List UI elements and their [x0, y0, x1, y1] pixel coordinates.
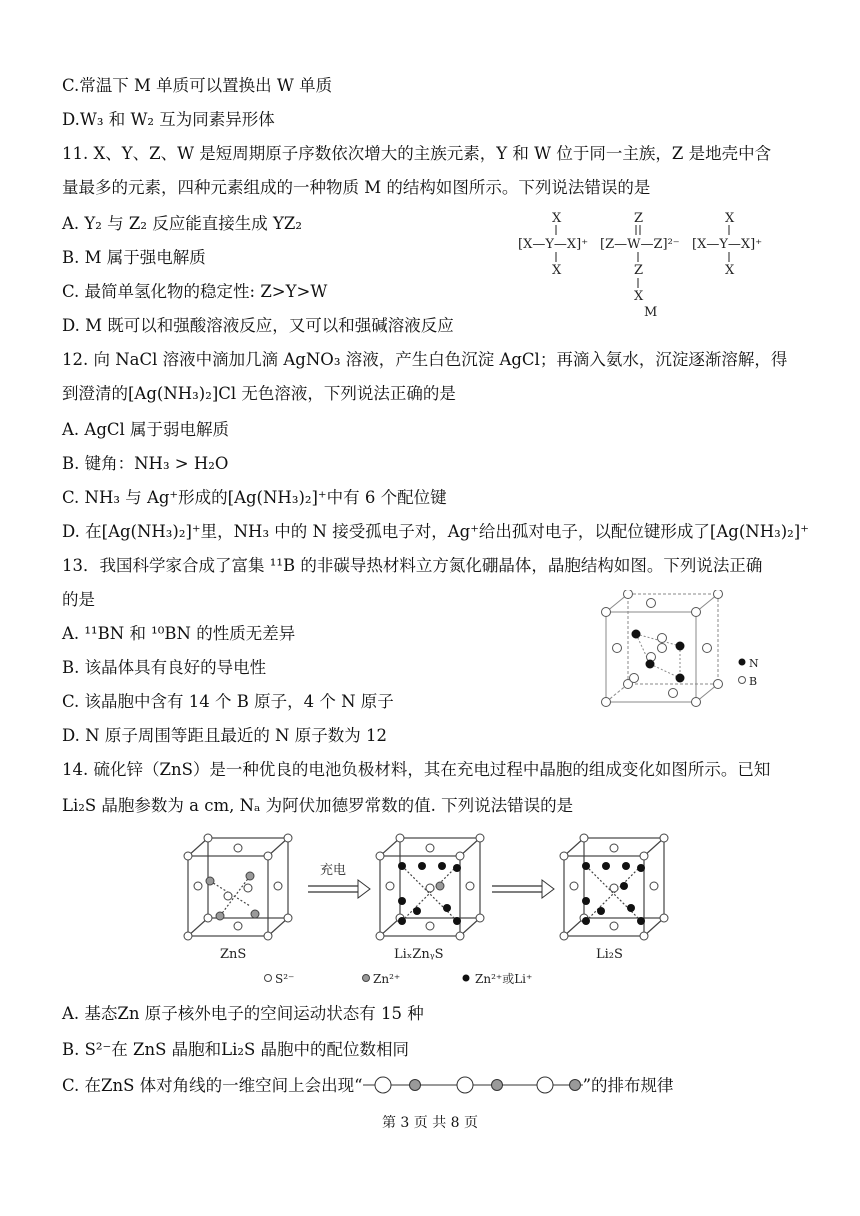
q11-option-c: C. 最简单氢化物的稳定性: Z>Y>W	[62, 282, 328, 301]
q12-option-c: C. NH₃ 与 Ag⁺形成的[Ag(NH₃)₂]⁺中有 6 个配位键	[62, 488, 447, 507]
option-line: C.常温下 M 单质可以置换出 W 单质	[62, 76, 333, 95]
legend-b-label: B	[749, 675, 758, 688]
compound-label: M	[644, 305, 658, 320]
q12-option-a: A. AgCl 属于弱电解质	[62, 420, 230, 439]
q13-option-b: B. 该晶体具有良好的导电性	[62, 658, 267, 677]
q13-option-c: C. 该晶胞中含有 14 个 B 原子，4 个 N 原子	[62, 692, 394, 711]
question-13-stem: 13．我国科学家合成了富集 ¹¹B 的非碳导热材料立方氮化硼晶体，晶胞结构如图。下列说法正确	[62, 556, 763, 575]
q11-option-d: D. M 既可以和强酸溶液反应，又可以和强碱溶液反应	[62, 316, 454, 335]
q14-option-b: B. S²⁻在 ZnS 晶胞和Li₂S 晶胞中的配位数相同	[62, 1040, 410, 1059]
atom-label: Z	[634, 263, 644, 278]
bn-unit-cell-figure	[598, 590, 778, 712]
atom-label: X	[634, 289, 644, 304]
q11-option-b: B. M 属于强电解质	[62, 248, 206, 267]
q14-option-c-prefix: C. 在ZnS 体对角线的一维空间上会出现“	[62, 1076, 363, 1095]
atom-label: X	[552, 211, 562, 226]
ion-label: [X—Y—X]⁺	[692, 237, 763, 252]
cell-label-lixznys: LiₓZnᵧS	[394, 947, 444, 962]
q12-option-d: D. 在[Ag(NH₃)₂]⁺里，NH₃ 中的 N 接受孤电子对，Ag⁺给出孤对电子，以配位键形成了[Ag(NH₃)₂]⁺	[62, 522, 809, 541]
question-14-stem: Li₂S 晶胞参数为 a cm, Nₐ 为阿伏加德罗常数的值. 下列说法错误的是	[62, 796, 574, 815]
q14-option-c	[62, 1075, 674, 1097]
zns-charging-figure	[180, 826, 690, 988]
atom-label: X	[552, 263, 562, 278]
q11-option-a: A. Y₂ 与 Z₂ 反应能直接生成 YZ₂	[62, 214, 302, 233]
cell-label-zns: ZnS	[220, 947, 247, 962]
q13-option-a: A. ¹¹BN 和 ¹⁰BN 的性质无差异	[62, 624, 296, 643]
cell-label-li2s: Li₂S	[596, 947, 623, 962]
structure-m-figure	[512, 208, 782, 320]
q12-option-b: B. 键角：NH₃ > H₂O	[62, 454, 229, 473]
q14-option-c-suffix: ”的排布规律	[582, 1076, 674, 1095]
atom-label: X	[725, 211, 735, 226]
charging-arrow-label: 充电	[320, 863, 347, 878]
question-11-stem: 量最多的元素，四种元素组成的一种物质 M 的结构如图所示。下列说法错误的是	[62, 178, 651, 197]
question-12-stem: 到澄清的[Ag(NH₃)₂]Cl 无色溶液，下列说法正确的是	[62, 384, 456, 403]
atom-label: Z	[634, 211, 644, 226]
ion-label: [X—Y—X]⁺	[518, 237, 589, 252]
ion-label: [Z—W—Z]²⁻	[600, 237, 680, 252]
q13-option-d: D. N 原子周围等距且最近的 N 原子数为 12	[62, 726, 387, 745]
page-footer: 第 3 页 共 8 页	[381, 1115, 479, 1131]
question-11-stem: 11. X、Y、Z、W 是短周期原子序数依次增大的主族元素，Y 和 W 位于同一主族，Z 是地壳中含	[62, 144, 772, 163]
legend-zn-li-label: Zn²⁺或Li⁺	[475, 972, 533, 986]
question-13-stem: 的是	[62, 590, 95, 609]
legend-zn-label: Zn²⁺	[373, 972, 401, 986]
question-12-stem: 12. 向 NaCl 溶液中滴加几滴 AgNO₃ 溶液，产生白色沉淀 AgCl；再滴入氨水，沉淀逐渐溶解，得	[62, 350, 788, 369]
question-14-stem: 14. 硫化锌（ZnS）是一种优良的电池负极材料，其在充电过程中晶胞的组成变化如图所示。已知	[62, 760, 771, 779]
legend-n-label: N	[749, 657, 759, 670]
option-line: D.W₃ 和 W₂ 互为同素异形体	[62, 110, 275, 129]
q14-option-a: A. 基态Zn 原子核外电子的空间运动状态有 15 种	[62, 1004, 424, 1023]
diagonal-pattern-icon	[363, 1076, 583, 1094]
atom-label: X	[725, 263, 735, 278]
legend-s-label: S²⁻	[275, 972, 295, 986]
